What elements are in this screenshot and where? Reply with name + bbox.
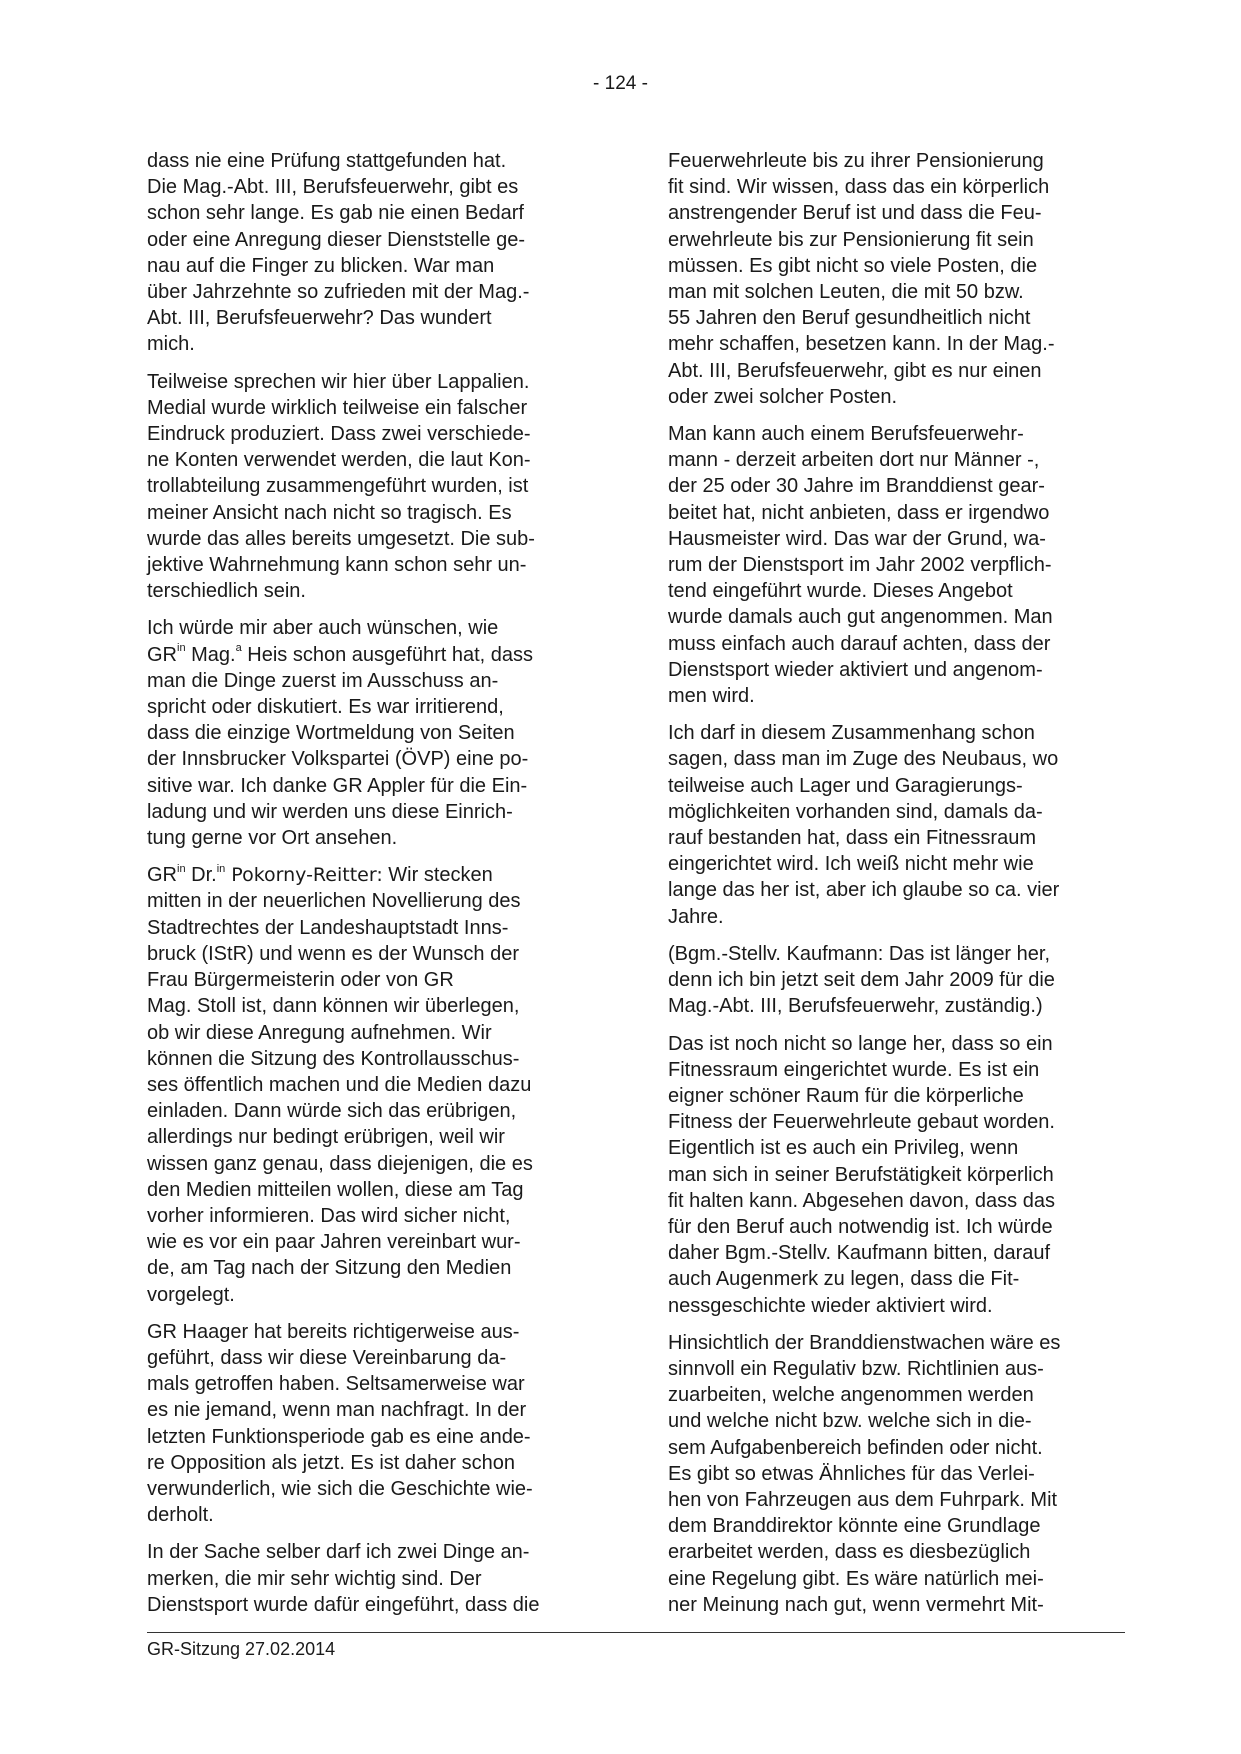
text-line: wissen ganz genau, dass diejenigen, die es [147, 1152, 533, 1175]
text-run: Wir stecken [382, 864, 493, 887]
text-line: lange das her ist, aber ich glaube so ca. vier [668, 879, 1060, 902]
text-line: können die Sitzung des Kontrollausschus- [147, 1047, 520, 1070]
text-line: einladen. Dann würde sich das erübrigen, [147, 1100, 517, 1123]
text-line: Hausmeister wird. Das war der Grund, wa- [668, 527, 1046, 550]
text-line: erwehrleute bis zur Pensionierung fit sein [668, 228, 1034, 251]
text-line: müssen. Es gibt nicht so viele Posten, die [668, 254, 1038, 277]
paragraph [668, 941, 1120, 1020]
text-line: derholt. [147, 1504, 214, 1527]
text-line: möglichkeiten vorhanden sind, damals da- [668, 800, 1043, 823]
text-line: Teilweise sprechen wir hier über Lappalien. [147, 370, 530, 393]
text-line: ne Konten verwendet werden, die laut Kon- [147, 449, 531, 472]
text-line: rum der Dienstsport im Jahr 2002 verpflich- [668, 554, 1052, 577]
text-line: Jahre. [668, 905, 724, 928]
speaker-name: Pokorny-Reitter: [225, 864, 383, 887]
text-line: terschiedlich sein. [147, 580, 306, 603]
text-line: hen von Fahrzeugen aus dem Fuhrpark. Mit [668, 1488, 1058, 1511]
title-abbreviation: GR [147, 864, 177, 887]
text-line: Die Mag.-Abt. III, Berufsfeuerwehr, gibt es [147, 176, 519, 199]
left-column [147, 148, 615, 1618]
text-line: ladung und wir werden uns diese Einrich- [147, 800, 513, 823]
text-line: tend eingeführt wurde. Dieses Angebot [668, 580, 1013, 603]
text-line: dass nie eine Prüfung stattgefunden hat. [147, 150, 507, 172]
text-line: man mit solchen Leuten, die mit 50 bzw. [668, 281, 1024, 304]
text-line: Man kann auch einem Berufsfeuerwehr- [668, 423, 1024, 446]
text-line: bruck (IStR) und wenn es der Wunsch der [147, 942, 520, 965]
text-line: jektive Wahrnehmung kann schon sehr un- [147, 554, 527, 577]
text-line: sagen, dass man im Zuge des Neubaus, wo [668, 748, 1059, 771]
text-run: Heis schon ausgeführt hat, dass [241, 643, 533, 666]
text-line: Dienstsport wieder aktiviert und angenom- [668, 658, 1043, 681]
text-line: ses öffentlich machen und die Medien dazu [147, 1073, 532, 1096]
text-line: letzten Funktionsperiode gab es eine ande- [147, 1425, 531, 1448]
text-line: Ich darf in diesem Zusammenhang schon [668, 722, 1035, 745]
text-line: wurde damals auch gut angenommen. Man [668, 606, 1053, 629]
text-line: merken, die mir sehr wichtig sind. Der [147, 1567, 482, 1590]
text-line: es nie jemand, wenn man nachfragt. In der [147, 1399, 527, 1422]
text-line: (Bgm.-Stellv. Kaufmann: Das ist länger her, [668, 942, 1051, 965]
text-line: mich. [147, 333, 195, 356]
text-line: sem Aufgabenbereich befinden oder nicht. [668, 1436, 1043, 1459]
text-line: beitet hat, nicht anbieten, dass er irgendwo [668, 501, 1050, 524]
text-line: men wird. [668, 685, 755, 708]
text-line [147, 862, 615, 888]
text-line: de, am Tag nach der Sitzung den Medien [147, 1257, 512, 1280]
paragraph [147, 862, 615, 1307]
text-line: Feuerwehrleute bis zu ihrer Pensionierung [668, 150, 1044, 172]
text-line: Fitness der Feuerwehrleute gebaut worden. [668, 1111, 1055, 1134]
text-line: nau auf die Finger zu blicken. War man [147, 254, 495, 277]
text-line: Hinsichtlich der Branddienstwachen wäre es [668, 1331, 1061, 1354]
text-line: vorgelegt. [147, 1283, 235, 1306]
text-line: erarbeitet werden, dass es diesbezüglich [668, 1541, 1031, 1564]
text-lines [147, 668, 615, 851]
text-line: Eigentlich ist es auch ein Privileg, wenn [668, 1137, 1019, 1160]
paragraph [147, 1319, 615, 1529]
superscript: in [177, 642, 186, 654]
text-line: schon sehr lange. Es gab nie einen Bedarf [147, 202, 524, 225]
text-line: trollabteilung zusammengeführt wurden, ist [147, 475, 529, 498]
superscript: in [216, 862, 226, 875]
text-line: über Jahrzehnte so zufrieden mit der Mag.- [147, 281, 530, 304]
paragraph [668, 421, 1120, 709]
text-line: der 25 oder 30 Jahre im Branddienst gear- [668, 475, 1045, 498]
text-line: ob wir diese Anregung aufnehmen. Wir [147, 1021, 492, 1044]
title-abbreviation: Mag. [185, 643, 236, 666]
text-line: mehr schaffen, besetzen kann. In der Mag.- [668, 333, 1055, 356]
text-line: man sich in seiner Berufstätigkeit körperlich [668, 1163, 1054, 1186]
text-line: sinnvoll ein Regulativ bzw. Richtlinien aus- [668, 1357, 1044, 1380]
text-line: Fitnessraum eingerichtet wurde. Es ist ein [668, 1058, 1040, 1081]
paragraph [147, 615, 615, 851]
paragraph [668, 1330, 1120, 1618]
text-line: Medial wurde wirklich teilweise ein falscher [147, 396, 528, 419]
paragraph [147, 369, 615, 605]
text-line: teilweise auch Lager und Garagierungs- [668, 774, 1023, 797]
text-line: rauf bestanden hat, dass ein Fitnessraum [668, 827, 1036, 850]
footer-session-date: GR-Sitzung 27.02.2014 [147, 1639, 336, 1659]
text-lines [147, 888, 615, 1307]
text-line: re Opposition als jetzt. Es ist daher schon [147, 1451, 515, 1474]
text-line: den Medien mitteilen wollen, diese am Tag [147, 1178, 524, 1201]
text-line: dem Branddirektor könnte eine Grundlage [668, 1515, 1041, 1538]
text-line: Abt. III, Berufsfeuerwehr, gibt es nur einen [668, 359, 1042, 382]
page-number: - 124 - [593, 73, 648, 94]
paragraph [668, 148, 1120, 410]
text-line: nessgeschichte wieder aktiviert wird. [668, 1294, 993, 1317]
text-line: mitten in der neuerlichen Novellierung des [147, 890, 521, 913]
text-line: und welche nicht bzw. welche sich in die- [668, 1410, 1032, 1433]
text-line: 55 Jahren den Beruf gesundheitlich nicht [668, 307, 1031, 330]
text-line: Es gibt so etwas Ähnliches für das Verlei- [668, 1462, 1035, 1485]
text-line: vorher informieren. Das wird sicher nicht, [147, 1204, 511, 1227]
paragraph [147, 1539, 615, 1618]
text-line: wurde das alles bereits umgesetzt. Die sub- [147, 527, 535, 550]
text-line: eingerichtet wird. Ich weiß nicht mehr wie [668, 853, 1034, 876]
text-line: Dienstsport wurde dafür eingeführt, dass die [147, 1593, 540, 1616]
paragraph [147, 148, 615, 358]
text-line: zuarbeiten, welche angenommen werden [668, 1384, 1034, 1407]
text-line: fit sind. Wir wissen, dass das ein körperlich [668, 176, 1050, 199]
text-line: Mag.-Abt. III, Berufsfeuerwehr, zuständig.) [668, 995, 1043, 1018]
text-line: auch Augenmerk zu legen, dass die Fit- [668, 1268, 1020, 1291]
text-line: mann - derzeit arbeiten dort nur Männer -, [668, 449, 1040, 472]
text-line: oder eine Anregung dieser Dienststelle ge- [147, 228, 526, 251]
text-line [147, 642, 615, 668]
text-line: denn ich bin jetzt seit dem Jahr 2009 für die [668, 969, 1055, 992]
text-line: Stadtrechtes der Landeshauptstadt Inns- [147, 916, 509, 939]
text-line: anstrengender Beruf ist und dass die Feu- [668, 202, 1042, 225]
text-line: verwunderlich, wie sich die Geschichte wie- [147, 1477, 533, 1500]
text-line: Abt. III, Berufsfeuerwehr? Das wundert [147, 307, 492, 330]
text-line: Das ist noch nicht so lange her, dass so ein [668, 1032, 1053, 1055]
text-line: Ich würde mir aber auch wünschen, wie [147, 617, 499, 640]
text-line: allerdings nur bedingt erübrigen, weil wir [147, 1126, 505, 1149]
footer-divider [147, 1632, 1125, 1633]
text-line: GR Haager hat bereits richtigerweise aus- [147, 1320, 520, 1343]
right-column [668, 148, 1120, 1618]
text-line: sitive war. Ich danke GR Appler für die Ein- [147, 774, 528, 797]
text-line: oder zwei solcher Posten. [668, 385, 898, 408]
text-line: eigner schöner Raum für die körperliche [668, 1084, 1024, 1107]
text-line: Frau Bürgermeisterin oder von GR [147, 969, 454, 992]
text-line: fit halten kann. Abgesehen davon, dass das [668, 1189, 1055, 1212]
text-line: wie es vor ein paar Jahren vereinbart wur- [147, 1231, 521, 1254]
paragraph [668, 720, 1120, 930]
text-line: In der Sache selber darf ich zwei Dinge an- [147, 1541, 530, 1564]
title-abbreviation: GR [147, 643, 177, 666]
paragraph [668, 1031, 1120, 1319]
text-line: daher Bgm.-Stellv. Kaufmann bitten, darauf [668, 1242, 1051, 1265]
text-line: für den Beruf auch notwendig ist. Ich würde [668, 1215, 1053, 1238]
title-abbreviation: Dr. [185, 864, 217, 887]
text-line: muss einfach auch darauf achten, dass der [668, 632, 1051, 655]
text-line: Eindruck produziert. Dass zwei verschiede- [147, 423, 531, 446]
text-line: mals getroffen haben. Seltsamerweise war [147, 1373, 525, 1396]
superscript: a [235, 642, 242, 654]
text-line: der Innsbrucker Volkspartei (ÖVP) eine po- [147, 748, 529, 771]
text-line: tung gerne vor Ort ansehen. [147, 827, 398, 850]
text-line: man die Dinge zuerst im Ausschuss an- [147, 669, 499, 692]
text-line: dass die einzige Wortmeldung von Seiten [147, 722, 515, 745]
text-line: eine Regelung gibt. Es wäre natürlich mei- [668, 1567, 1044, 1590]
text-line: ner Meinung nach gut, wenn vermehrt Mit- [668, 1593, 1044, 1616]
superscript: in [177, 862, 186, 875]
text-line: geführt, dass wir diese Vereinbarung da- [147, 1346, 507, 1369]
text-line: meiner Ansicht nach nicht so tragisch. Es [147, 501, 512, 524]
text-line: Mag. Stoll ist, dann können wir überlegen, [147, 995, 520, 1018]
text-line: spricht oder diskutiert. Es war irritierend, [147, 696, 504, 719]
